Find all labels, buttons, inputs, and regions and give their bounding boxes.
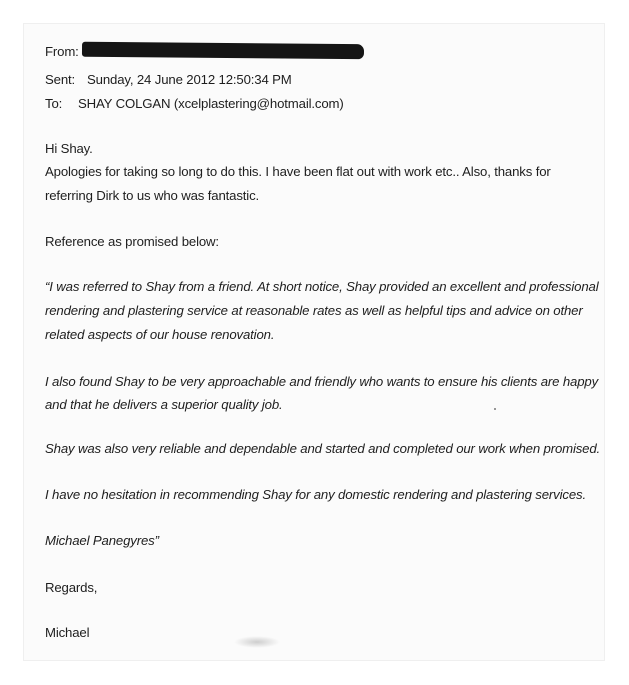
- regards: Regards,: [45, 580, 98, 595]
- email-sent-row: [45, 72, 292, 87]
- scanned-letter: [24, 24, 604, 660]
- greeting: Hi Shay.: [45, 141, 93, 156]
- scan-speck: [494, 408, 496, 410]
- scan-smudge: [234, 636, 280, 648]
- quote-signature: Michael Panegyres”: [45, 533, 159, 548]
- quote-line: I also found Shay to be very approachable and friendly who wants to ensure his clients are happy: [45, 374, 599, 389]
- quote-line: rendering and plastering service at reasonable rates as well as helpful tips and advice on other: [45, 303, 583, 318]
- reference-intro: Reference as promised below:: [45, 234, 219, 249]
- to-label: To:: [45, 96, 63, 111]
- quote-line: related aspects of our house renovation.: [45, 327, 275, 342]
- quote-line: Shay was also very reliable and dependable and started and completed our work when promised.: [45, 441, 601, 456]
- quote-line: “I was referred to Shay from a friend. At short notice, Shay provided an excellent and professional: [45, 279, 599, 294]
- email-from-row: [45, 44, 87, 59]
- redacted-sender: [82, 42, 364, 59]
- from-label: From:: [45, 44, 79, 59]
- email-to-row: [45, 96, 344, 111]
- sent-label: Sent:: [45, 72, 76, 87]
- apology-line-2: referring Dirk to us who was fantastic.: [45, 188, 260, 203]
- quote-line: I have no hesitation in recommending Shay for any domestic rendering and plastering services.: [45, 487, 586, 502]
- sent-value: Sunday, 24 June 2012 12:50:34 PM: [87, 72, 292, 87]
- signature: Michael: [45, 625, 90, 640]
- apology-line-1: Apologies for taking so long to do this. I have been flat out with work etc.. Also, thanks for: [45, 164, 551, 179]
- to-value: SHAY COLGAN (xcelplastering@hotmail.com): [78, 96, 344, 111]
- quote-line: and that he delivers a superior quality job.: [45, 397, 283, 412]
